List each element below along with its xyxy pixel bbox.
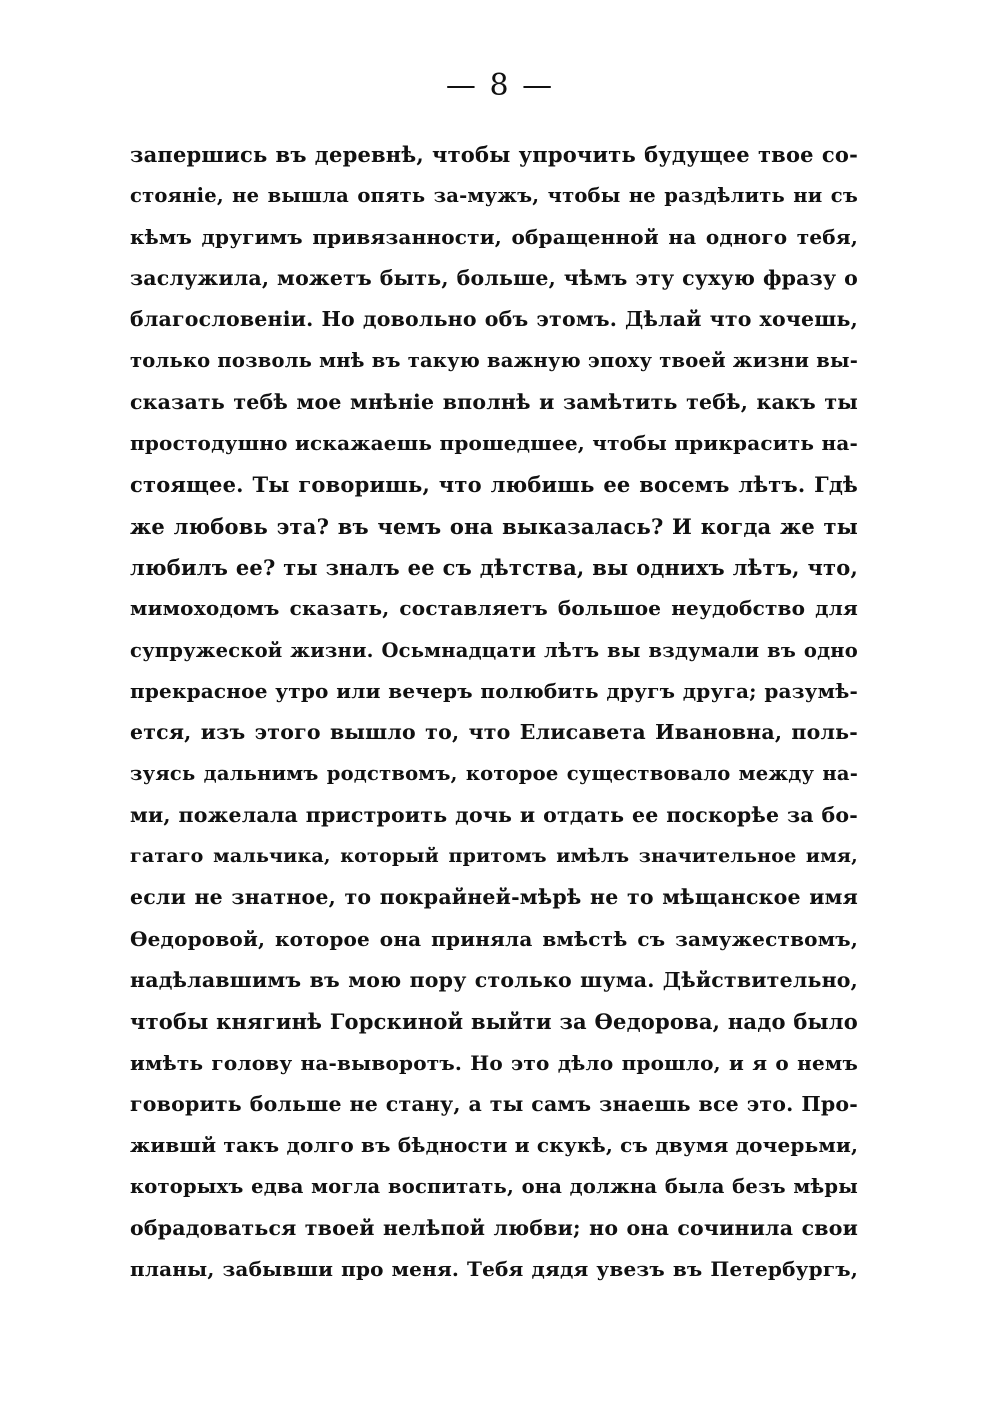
text-line: только позволь мнѣ въ такую важную эпоху твоей жизни вы- — [130, 349, 858, 373]
text-line: же любовь эта? въ чемъ она выказалась? И когда же ты — [130, 513, 858, 539]
text-line: Ѳедоровой, которое она приняла вмѣстѣ съ замужествомъ, — [130, 926, 858, 951]
text-line: чтобы княгинѣ Горскиной выйти за Ѳедорова, надо было — [130, 1009, 858, 1035]
text-line: обрадоваться твоей нелѣпой любви; но она сочинила свои — [130, 1215, 858, 1240]
text-line: стояніе, не вышла опять за-мужъ, чтобы не раздѣлить ни съ — [130, 184, 858, 208]
page-number: — 8 — — [445, 68, 555, 103]
text-line: гатаго мальчика, который притомъ имѣлъ значительное имя, — [130, 845, 858, 868]
text-line: жившй такъ долго въ бѣдности и скукѣ, съ двумя дочерьми, — [130, 1133, 858, 1158]
text-line: зуясь дальнимъ родствомъ, которое существовало между на- — [130, 762, 858, 786]
text-line: супружеской жизни. Осьмнадцати лѣтъ вы вздумали въ одно — [130, 638, 858, 662]
text-line: простодушно искажаешь прошедшее, чтобы прикрасить на- — [130, 431, 858, 456]
text-line: которыхъ едва могла воспитать, она должна была безъ мѣры — [130, 1175, 858, 1199]
text-line: говорить больше не стану, а ты самъ знаешь все это. Про- — [130, 1091, 858, 1116]
text-line: стоящее. Ты говоришь, что любишь ее восемъ лѣтъ. Гдѣ — [130, 472, 858, 498]
text-line: мимоходомъ сказать, составляетъ большое неудобство для — [130, 596, 858, 621]
text-line: если не знатное, то покрайней-мѣрѣ не то мѣщанское имя — [130, 885, 858, 910]
text-line: ми, пожелала пристроить дочь и отдать ее поскорѣе за бо- — [130, 802, 858, 827]
body-text — [130, 134, 858, 1290]
text-line: надѣлавшимъ въ мою пору столько шума. Дѣйствительно, — [130, 967, 858, 992]
text-line: имѣть голову на-выворотъ. Но это дѣло прошло, и я о немъ — [130, 1050, 858, 1075]
text-line: кѣмъ другимъ привязанности, обращенной на одного тебя, — [130, 224, 858, 249]
text-line: планы, забывши про меня. Тебя дядя увезъ въ Петербургъ, — [130, 1257, 858, 1282]
text-line: ется, изъ этого вышло то, что Елисавета Ивановна, поль- — [130, 720, 858, 745]
text-line: любилъ ее? ты зналъ ее съ дѣтства, вы однихъ лѣтъ, что, — [130, 554, 858, 580]
text-line: благословеніи. Но довольно объ этомъ. Дѣлай что хочешь, — [130, 307, 858, 332]
text-line: прекрасное утро или вечеръ полюбить другъ друга; разумѣ- — [130, 678, 858, 703]
text-line: запершись въ деревнѣ, чтобы упрочить будущее твое со- — [130, 142, 858, 167]
text-line: заслужила, можетъ быть, больше, чѣмъ эту сухую фразу о — [130, 265, 858, 290]
text-line: сказать тебѣ мое мнѣніе вполнѣ и замѣтить тебѣ, какъ ты — [130, 389, 858, 414]
